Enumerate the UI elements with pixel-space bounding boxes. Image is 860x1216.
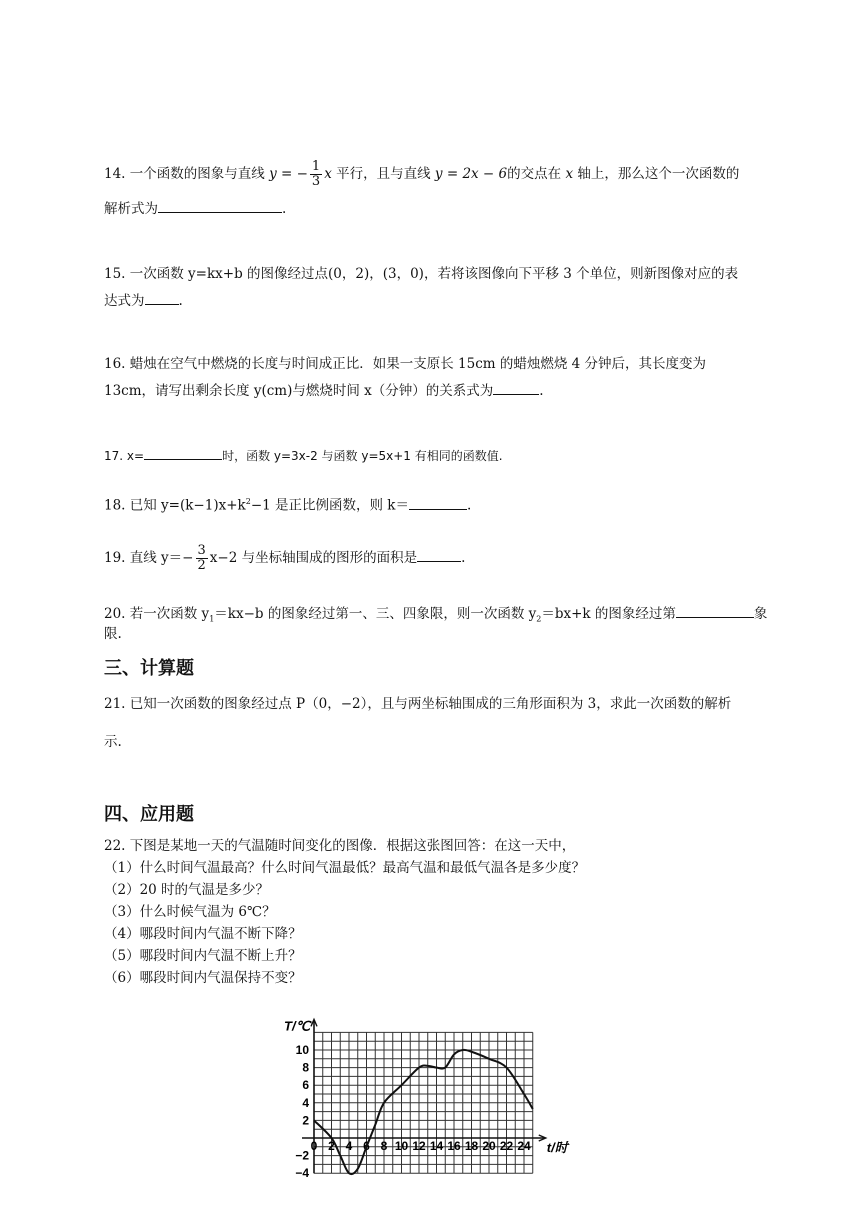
question-text: . bbox=[461, 550, 466, 566]
question-text: . bbox=[539, 383, 544, 399]
x-tick-label: 14 bbox=[429, 1139, 444, 1153]
temperature-chart bbox=[284, 994, 614, 1184]
answer-blank[interactable] bbox=[145, 290, 179, 305]
x-tick-label: 20 bbox=[482, 1139, 496, 1153]
question-text: 达式为 bbox=[104, 293, 145, 309]
question-17 bbox=[104, 445, 503, 466]
question-number: 14. bbox=[104, 166, 126, 182]
x-tick-label: 16 bbox=[447, 1139, 461, 1153]
question-text: . bbox=[466, 497, 472, 514]
question-text: 18. 已知 y=(k−1)x+k bbox=[104, 497, 246, 514]
answer-blank[interactable] bbox=[144, 445, 222, 460]
y-axis-label: T/℃ bbox=[284, 1018, 311, 1034]
question-text: 20. 若一次函数 y bbox=[104, 606, 210, 622]
equation: y = 2x − 6 bbox=[434, 166, 508, 182]
answer-blank[interactable] bbox=[493, 380, 539, 395]
subscript: 1 bbox=[209, 614, 215, 624]
x-tick-label: 0 bbox=[310, 1139, 318, 1153]
question-text: 15. 一次函数 y=kx+b 的图像经过点(0，2)，(3，0)，若将该图像向下平移 3 个单位，则新图像对应的表 bbox=[104, 266, 739, 282]
question-text: 16. 蜡烛在空气中燃烧的长度与时间成正比．如果一支原长 15cm 的蜡烛燃烧 4 分钟后，其长度变为 bbox=[104, 356, 707, 372]
section-heading-application: 四、应用题 bbox=[104, 804, 194, 825]
answer-blank[interactable] bbox=[158, 198, 282, 213]
question-text: 的交点在 bbox=[507, 166, 562, 182]
superscript: 2 bbox=[245, 497, 251, 506]
question-14 bbox=[104, 160, 739, 189]
answer-blank[interactable] bbox=[676, 603, 754, 618]
x-tick-label: 2 bbox=[328, 1139, 335, 1153]
question-text: −1 是正比例函数，则 k＝ bbox=[250, 497, 409, 514]
fraction-denominator: 3 bbox=[311, 174, 321, 189]
x-tick-label: 4 bbox=[345, 1139, 353, 1153]
question-text: . bbox=[282, 201, 287, 217]
question-19 bbox=[104, 544, 465, 573]
x-tick-label: 6 bbox=[363, 1139, 370, 1153]
question-16-line2 bbox=[104, 380, 544, 401]
question-21 bbox=[104, 694, 731, 714]
y-tick-label: −4 bbox=[295, 1166, 309, 1181]
question-text: 19. 直线 y＝− bbox=[104, 550, 194, 566]
question-text: 22. 下图是某地一天的气温随时间变化的图像．根据这张图回答：在这一天中， bbox=[104, 838, 576, 854]
question-text: 示. bbox=[104, 734, 122, 750]
question-22 bbox=[104, 836, 575, 856]
question-22-item-2: （2）20 时的气温是多少？ bbox=[104, 882, 270, 898]
question-text: . bbox=[178, 293, 183, 309]
y-tick-label: −2 bbox=[295, 1148, 309, 1163]
question-18 bbox=[104, 492, 471, 516]
answer-blank[interactable] bbox=[417, 547, 461, 562]
question-text: 限. bbox=[104, 626, 122, 642]
question-20 bbox=[104, 603, 767, 630]
question-16 bbox=[104, 354, 706, 374]
x-tick-label: 12 bbox=[412, 1139, 426, 1153]
question-22-item-5: （5）哪段时间内气温不断上升？ bbox=[104, 948, 302, 964]
y-tick-label: 8 bbox=[302, 1060, 309, 1075]
subscript: 2 bbox=[536, 614, 542, 624]
question-text: 轴上，那么这个一次函数的 bbox=[577, 166, 740, 182]
question-15 bbox=[104, 264, 738, 284]
equation-part: x bbox=[324, 166, 332, 182]
fraction-numerator: 1 bbox=[311, 159, 321, 174]
question-text: ＝kx−b 的图象经过第一、三、四象限，则一次函数 y bbox=[214, 606, 537, 622]
x-tick-label: 8 bbox=[380, 1139, 388, 1153]
question-20-line2 bbox=[104, 624, 122, 644]
question-text: 一个函数的图象与直线 bbox=[129, 166, 265, 182]
y-tick-label: 4 bbox=[302, 1095, 309, 1110]
question-text: 17. x= bbox=[104, 449, 145, 463]
question-text: 13cm，请写出剩余长度 y(cm)与燃烧时间 x（分钟）的关系式为 bbox=[104, 383, 494, 399]
question-22-item-1: （1）什么时间气温最高？什么时间气温最低？最高气温和最低气温各是多少度？ bbox=[104, 860, 586, 876]
question-text: x−2 与坐标轴围成的图形的面积是 bbox=[209, 550, 418, 566]
y-tick-label: 10 bbox=[295, 1043, 309, 1057]
question-21-line2 bbox=[104, 732, 122, 752]
question-text: 象 bbox=[753, 606, 768, 622]
equation-part: y = − bbox=[269, 166, 308, 182]
answer-blank[interactable] bbox=[409, 495, 467, 510]
fraction bbox=[196, 544, 208, 573]
question-text: 解析式为 bbox=[104, 201, 158, 217]
question-text: 时，函数 y=3x-2 与函数 y=5x+1 有相同的函数值. bbox=[222, 449, 503, 463]
x-tick-label: 24 bbox=[517, 1139, 531, 1153]
fraction bbox=[310, 160, 322, 189]
question-15-line2 bbox=[104, 290, 183, 311]
x-tick-label: 10 bbox=[394, 1139, 409, 1153]
variable: x bbox=[565, 166, 574, 182]
question-22-item-6: （6）哪段时间内气温保持不变？ bbox=[104, 970, 302, 986]
question-text: ＝bx+k 的图象经过第 bbox=[541, 606, 676, 622]
question-text: 平行，且与直线 bbox=[336, 166, 431, 182]
x-tick-label: 18 bbox=[464, 1139, 479, 1153]
fraction-numerator: 3 bbox=[197, 543, 206, 558]
question-text: 21. 已知一次函数的图象经过点 P（0，−2），且与两坐标轴围成的三角形面积为 3，求此一次函数的解析 bbox=[104, 696, 732, 712]
y-tick-label: 6 bbox=[302, 1078, 309, 1093]
question-14-line2 bbox=[104, 198, 286, 219]
question-22-item-4: （4）哪段时间内气温不断下降？ bbox=[104, 926, 302, 942]
section-heading-calculation: 三、计算题 bbox=[104, 658, 194, 679]
y-tick-label: 2 bbox=[302, 1113, 309, 1128]
x-axis-label: t/时 bbox=[546, 1140, 568, 1155]
x-tick-label: 22 bbox=[499, 1139, 514, 1153]
question-22-item-3: （3）什么时候气温为 6℃？ bbox=[104, 904, 276, 920]
fraction-denominator: 2 bbox=[197, 558, 206, 573]
